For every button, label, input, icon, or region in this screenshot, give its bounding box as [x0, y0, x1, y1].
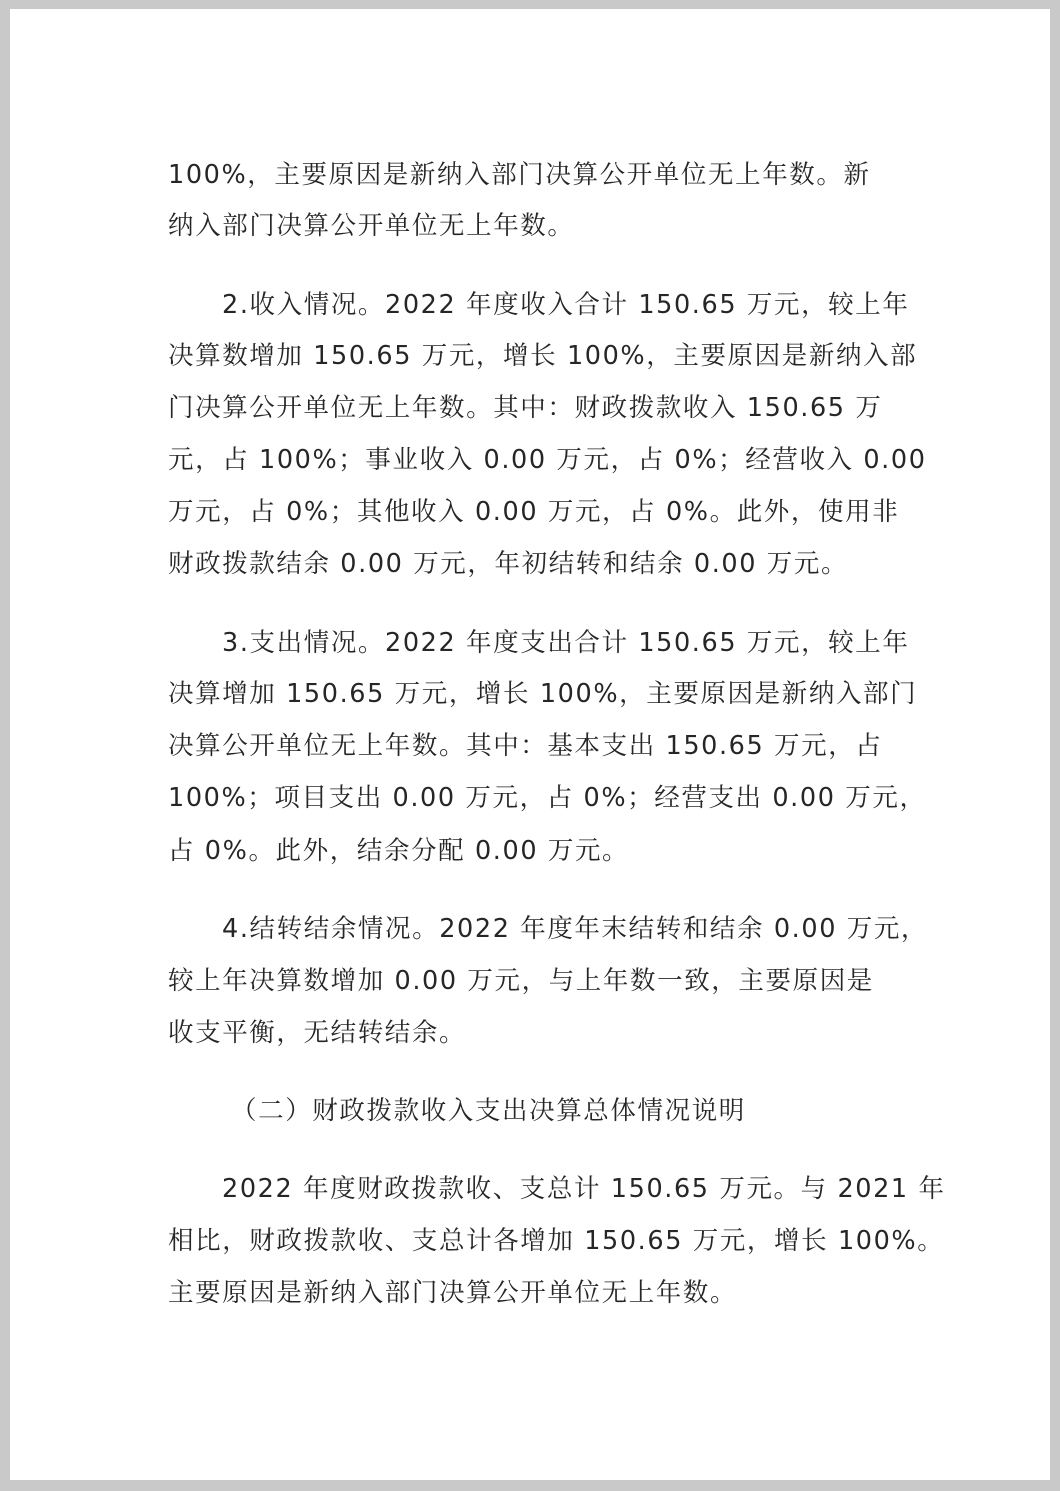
expenditure-line-4: 100%；项目支出 0.00 万元，占 0%；经营支出 0.00 万元，: [168, 783, 927, 813]
carryover-line-2: 较上年决算数增加 0.00 万元，与上年数一致，主要原因是: [168, 966, 874, 996]
expenditure-line-5: 占 0%。此外，结余分配 0.00 万元。: [168, 836, 630, 866]
carryover-line-1: 4.结转结余情况。2022 年度年末结转和结余 0.00 万元，: [222, 914, 929, 944]
income-line-4: 元，占 100%；事业收入 0.00 万元，占 0%；经营收入 0.00: [168, 445, 927, 475]
income-line-6: 财政拨款结余 0.00 万元，年初结转和结余 0.00 万元。: [168, 549, 849, 579]
carryover-line-3: 收支平衡，无结转结余。: [168, 1018, 467, 1048]
income-line-2: 决算数增加 150.65 万元，增长 100%，主要原因是新纳入部: [168, 341, 918, 371]
fiscal-line-1: 2022 年度财政拨款收、支总计 150.65 万元。与 2021 年: [222, 1174, 946, 1204]
intro-line-1: 100%，主要原因是新纳入部门决算公开单位无上年数。新: [168, 160, 871, 190]
income-line-3: 门决算公开单位无上年数。其中：财政拨款收入 150.65 万: [168, 393, 883, 423]
expenditure-line-1: 3.支出情况。2022 年度支出合计 150.65 万元，较上年: [222, 628, 910, 658]
section-heading: （二）财政拨款收入支出决算总体情况说明: [231, 1096, 746, 1126]
expenditure-line-2: 决算增加 150.65 万元，增长 100%，主要原因是新纳入部门: [168, 679, 918, 709]
intro-line-2: 纳入部门决算公开单位无上年数。: [168, 211, 575, 241]
fiscal-line-3: 主要原因是新纳入部门决算公开单位无上年数。: [168, 1278, 738, 1308]
document-page: [10, 9, 1050, 1480]
expenditure-line-3: 决算公开单位无上年数。其中：基本支出 150.65 万元，占: [168, 731, 883, 761]
fiscal-line-2: 相比，财政拨款收、支总计各增加 150.65 万元，增长 100%。: [168, 1226, 945, 1256]
income-line-1: 2.收入情况。2022 年度收入合计 150.65 万元，较上年: [222, 290, 910, 320]
income-line-5: 万元，占 0%；其他收入 0.00 万元，占 0%。此外，使用非: [168, 497, 900, 527]
